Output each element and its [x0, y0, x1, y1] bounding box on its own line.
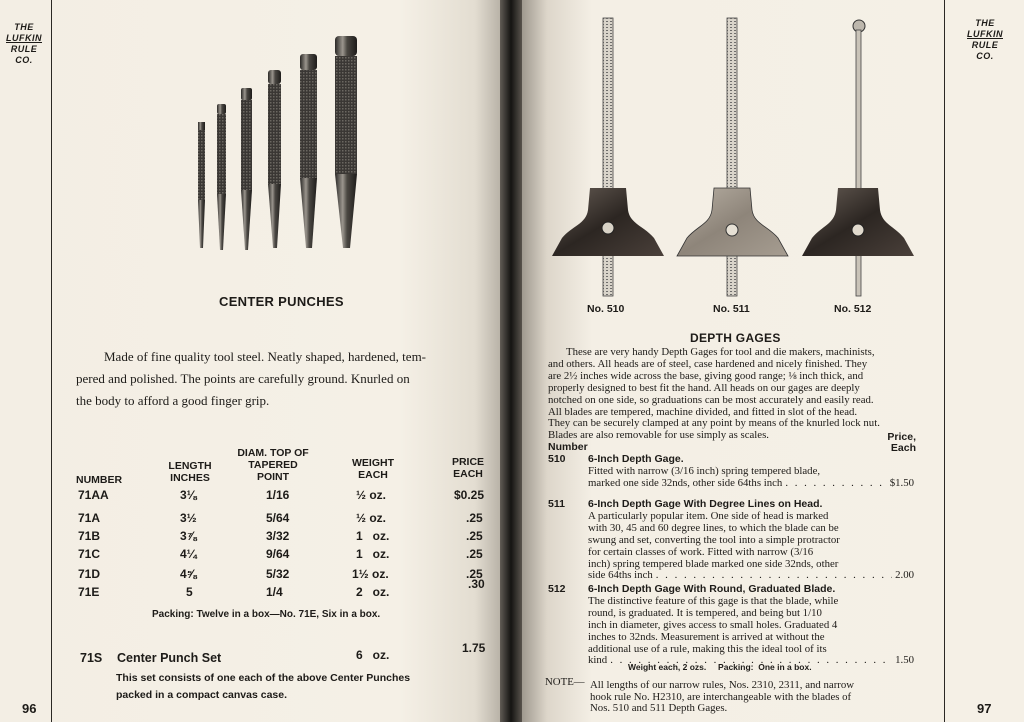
brand-line: THE [975, 18, 995, 28]
text-line: inch in diameter, gives access to small holes. Graduated 4 [588, 618, 838, 631]
text-line: Nos. 510 and 511 Depth Gages. [590, 702, 728, 714]
cell-diam: 3/32 [266, 529, 290, 543]
text-line: All lengths of our narrow rules, Nos. 2310, 2311, and narrow [590, 679, 855, 691]
brand-line: RULE [10, 44, 38, 54]
depth-gages-description [548, 347, 916, 442]
text-line: hook rule No. H2310, are interchangeable with the blades of [590, 690, 852, 703]
depth-gages-illustration [522, 0, 944, 300]
cell-weight: 1½ oz. [352, 567, 389, 581]
text-line: All blades are tempered, machine divided, and fitted in slot of the head. [548, 405, 858, 418]
cell-weight: 1 oz. [356, 529, 390, 543]
gage-510 [552, 18, 664, 296]
price-line [588, 478, 914, 490]
header-line: INCHES [170, 472, 210, 484]
leader-dots [785, 478, 886, 490]
item-price: $1.50 [889, 476, 914, 489]
column-header-price [880, 432, 916, 454]
cell-weight: 2 oz. [356, 585, 390, 599]
brand-line: RULE [971, 40, 999, 50]
text-line: are 2½ inches wide across the base, giving good range; ⅛ inch thick, and [548, 369, 864, 382]
cell-number: 71D [78, 567, 101, 581]
cell-price: .25 [466, 547, 483, 561]
item-body [588, 499, 914, 582]
cell-weight: ½ oz. [356, 488, 387, 502]
text-line: pered and polished. The points are carefully ground. Knurled on [76, 371, 410, 386]
header-line: Each [890, 442, 916, 454]
cell-diam: 5/32 [266, 567, 290, 581]
cell-number: 71C [78, 547, 101, 561]
item-title: 6-Inch Depth Gage. [588, 453, 684, 465]
cell-length: 5 [186, 585, 193, 599]
set-weight: 6 oz. [356, 648, 390, 662]
text-line: marked one side 32nds, other side 64ths inch [588, 476, 783, 489]
table-row [0, 567, 500, 585]
right-margin-rule [944, 0, 945, 722]
brand-line: THE [14, 22, 34, 32]
cell-diam: 1/4 [266, 585, 283, 599]
table-row [0, 511, 500, 529]
text-line: The distinctive feature of this gage is that the blade, while [588, 594, 839, 607]
book-gutter [500, 0, 522, 722]
cell-diam: 9/64 [266, 547, 290, 561]
brand-line: CO. [976, 51, 994, 61]
header-line: EACH [453, 468, 483, 480]
caption-510: No. 510 [587, 303, 625, 315]
item-body [588, 584, 914, 667]
cell-price: $0.25 [454, 488, 485, 502]
list-item-511 [548, 498, 914, 582]
table-row [0, 529, 500, 547]
cell-length: 4¼ [180, 547, 197, 561]
text-line: packed in a compact canvas case. [116, 689, 288, 701]
header-line: LENGTH [168, 460, 212, 472]
header-line: PRICE [451, 456, 485, 468]
item-title: 6-Inch Depth Gage With Round, Graduated Blade. [588, 583, 836, 595]
table-row [0, 577, 500, 603]
cell-price: .25 [466, 529, 483, 543]
cell-weight: ½ oz. [356, 511, 387, 525]
set-number: 71S [80, 651, 103, 665]
item-body [588, 454, 914, 490]
weight-packing-note: Weight each, 2 ozs. Packing: One in a box. [628, 662, 812, 672]
cell-price: .25 [466, 511, 483, 525]
page-number: 96 [22, 701, 37, 716]
text-line: A particularly popular item. One side of head is marked [588, 509, 829, 522]
note-label: NOTE— [545, 676, 585, 688]
text-line: side 64ths inch [588, 569, 653, 582]
list-item-510 [548, 454, 914, 490]
header-line: DIAM. TOP OF [237, 447, 309, 459]
text-line: This set consists of one each of the above Center Punches [116, 672, 411, 684]
note-text [590, 680, 916, 715]
text-line: for certain classes of work. Fitted with narrow (3/16 [588, 545, 814, 558]
column-header-length [160, 460, 220, 484]
header-line: EACH [358, 469, 388, 481]
gage-512 [802, 20, 914, 296]
gage-511 [677, 18, 788, 296]
cell-length: 3⅛ [180, 488, 197, 502]
cell-length: 4⅝ [180, 567, 197, 581]
cell-weight: 1 oz. [356, 547, 390, 561]
text-line: Fitted with narrow (3/16 inch) spring tempered blade, [588, 464, 821, 477]
header-line: Price, [887, 431, 916, 443]
text-line: inch) spring tempered blade marked one side 32nds, other [588, 557, 839, 570]
page-number: 97 [977, 701, 992, 716]
text-line: These are very handy Depth Gages for tool and die makers, machinists, [566, 346, 875, 358]
cell-number: 71AA [78, 488, 109, 502]
column-header-price [448, 456, 488, 480]
item-price: 1.50 [895, 654, 914, 667]
cell-price: .25 [466, 567, 483, 581]
cell-number: 71A [78, 511, 101, 525]
center-punch-table [0, 0, 500, 722]
item-number: 511 [548, 498, 565, 510]
item-title: 6-Inch Depth Gage With Degree Lines on Head. [588, 498, 823, 510]
packing-note: Packing: Twelve in a box—No. 71E, Six in a box. [152, 609, 381, 620]
set-price: 1.75 [462, 641, 486, 655]
page-title: DEPTH GAGES [690, 331, 781, 345]
item-number: 510 [548, 453, 566, 465]
text-line: Blades are also removable for use simply as scales. [548, 429, 769, 442]
brand-line: LUFKIN [967, 29, 1003, 39]
text-line: swung and set, converting the tool into a simple protractor [588, 533, 840, 546]
text-line: They can be securely clamped at any point by means of the knurled lock nut. [548, 417, 880, 430]
price-line [588, 570, 914, 582]
text-line: with 30, 45 and 60 degree lines, to which the blade can be [588, 521, 839, 534]
page-title: CENTER PUNCHES [219, 294, 344, 309]
text-line: additional use of a rule, making this the ideal tool of its [588, 642, 827, 655]
text-line: the body to afford a good finger grip. [76, 393, 270, 408]
header-line: POINT [256, 471, 290, 483]
brand-logo-right [965, 18, 1005, 62]
cell-number: 71B [78, 529, 101, 543]
text-line: kind [588, 654, 608, 667]
cell-length: 3½ [180, 511, 197, 525]
text-line: Made of fine quality tool steel. Neatly shaped, hardened, tem- [104, 349, 427, 364]
column-header-number: Number [548, 441, 588, 453]
brand-line: LUFKIN [6, 33, 42, 43]
cell-length: 3⅞ [180, 529, 197, 543]
column-header-weight [340, 457, 406, 481]
cell-diam: 5/64 [266, 511, 290, 525]
set-name: Center Punch Set [117, 651, 222, 665]
brand-line: CO. [15, 55, 33, 65]
cell-diam: 1/16 [266, 488, 290, 502]
item-number: 512 [548, 583, 566, 595]
caption-512: No. 512 [834, 303, 872, 315]
cell-price: .30 [468, 577, 485, 591]
header-line: WEIGHT [352, 457, 394, 469]
header-line: TAPERED [248, 459, 298, 471]
item-price: 2.00 [895, 569, 914, 582]
caption-511: No. 511 [713, 303, 750, 315]
leader-dots [656, 570, 892, 582]
column-header-diam [228, 447, 318, 483]
table-row [0, 547, 500, 565]
left-page [0, 0, 500, 722]
column-header-number: NUMBER [76, 474, 123, 486]
text-line: inches to 32nds. Measurement is arrived at without the [588, 630, 825, 643]
text-line: notched on one side, so graduations can be most accurately and easily read. [548, 393, 874, 406]
text-line: properly designed to best fit the hand. All heads on our gages are deeply [548, 381, 860, 394]
set-description [116, 670, 410, 704]
cell-number: 71E [78, 585, 100, 599]
text-line: and others. All heads are of steel, case hardened and nicely finished. They [548, 357, 868, 370]
text-line: round, is graduated. It is tempered, and being but 1/10 [588, 606, 822, 619]
table-row [0, 488, 500, 506]
